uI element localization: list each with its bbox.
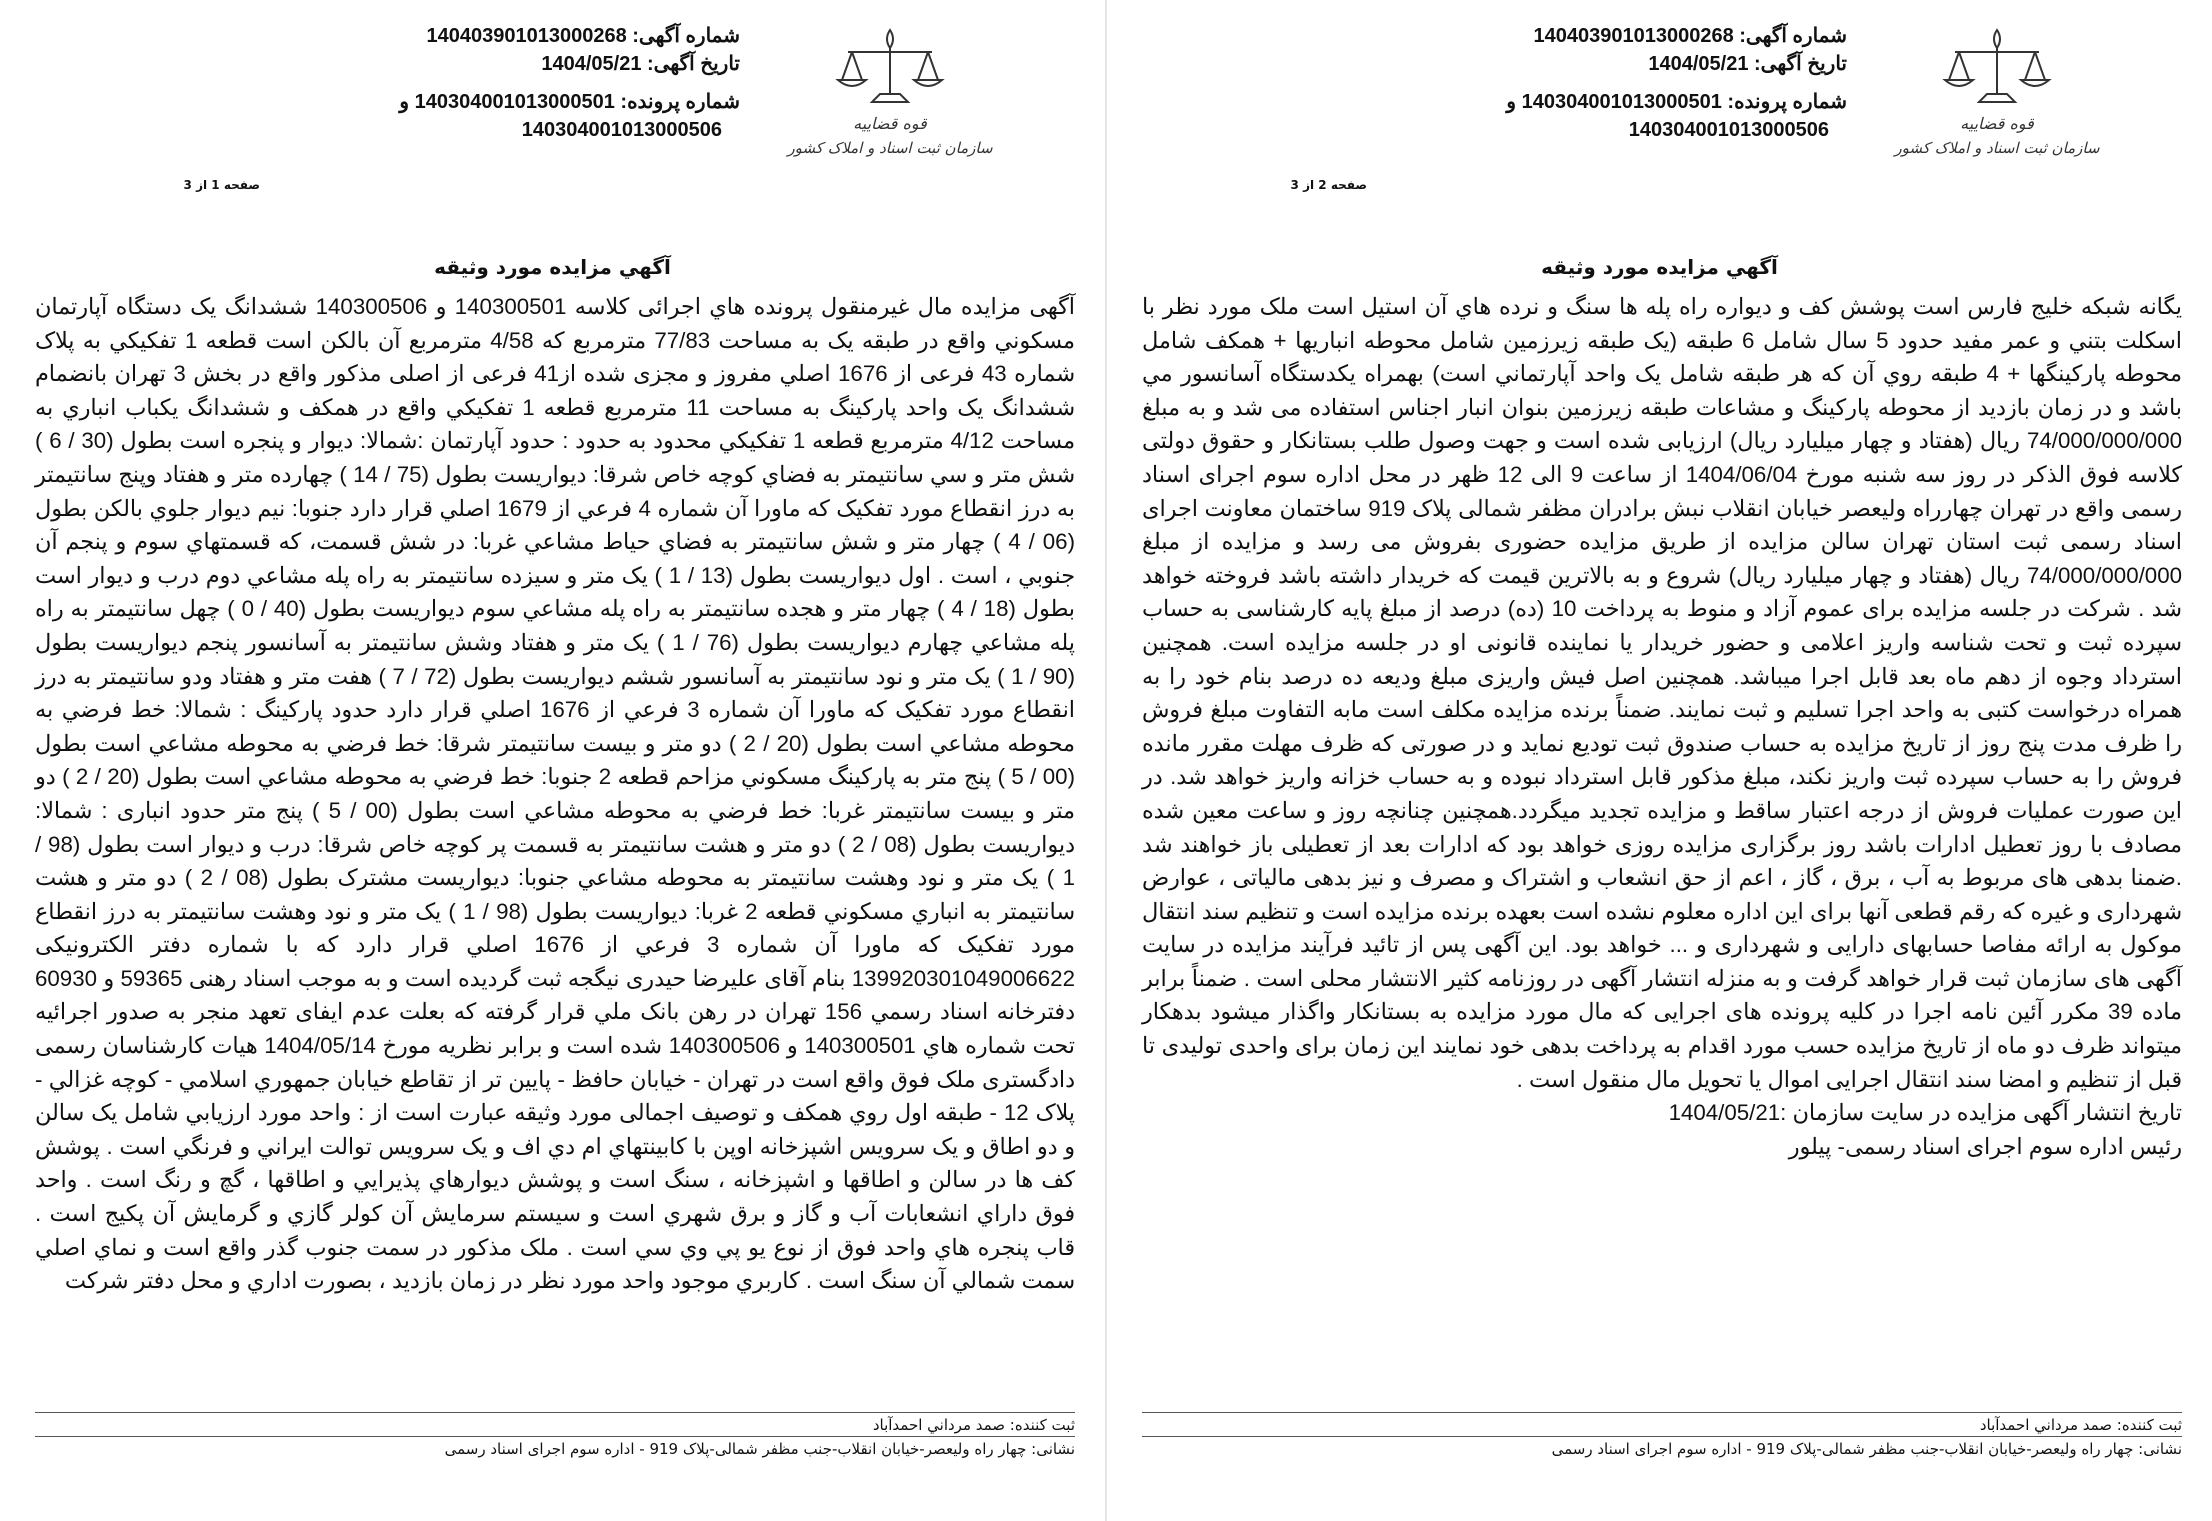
ad-number: 140403901013000268 (1533, 25, 1734, 47)
office-address: نشانی: چهار راه ولیعصر-خیابان انقلاب-جنب مظفر شمالی-پلاک 919 - اداره سوم اجرای اسناد رسمی (1551, 1440, 2182, 1458)
page-2 (1107, 0, 2212, 1521)
notice-body-text: يگانه شبکه خليج فارس است پوشش کف و ديواره راه پله ها سنگ و نرده هاي آن استيل است ملک مورد نظر با اسکلت بتني و عمر مفيد حدود 5 سال شامل 6 طبقه (يک طبقه زيرزمين شامل محوطه انباريها + همکف شامل محوطه پارکينگها + 4 طبقه روي آن که هر طبقه شامل يک واحد آپارتماني است) بهمراه يکدستگاه آسانسور مي باشد و در زمان بازديد از محوطه پارکينگ و مشاعات طبقه زيرزمين بنوان انبار اجناس استفاده می شد و به مبلغ 74/000/000/000 ریال (هفتاد و چهار میلیارد ریال) ارزیابی شده است و جهت وصول طلب بستانکار و حقوق دولتی کلاسه فوق الذکر در روز سه شنبه مورخ 1404/06/04 از ساعت 9 الی 12 ظهر در محل اداره سوم اجرای اسناد رسمی واقع در تهران چهارراه ولیعصر خیابان انقلاب نبش برادران مظفر شمالی پلاک 919 ساختمان معاونت اجرای اسناد رسمی ثبت استان تهران سالن مزایده از طریق مزایده حضوری بفروش می رسد و مزایده از مبلغ 74/000/000/000 ریال (هفتاد و چهار میلیارد ریال) شروع و به بالاترین قیمت که خریدار داشته باشد فروخته خواهد شد . شرکت در جلسه مزایده برای عموم آزاد و منوط به پرداخت 10 (ده) درصد از مبلغ پایه کارشناسی به حساب سپرده ثبت و تحت شناسه واریز اعلامی و حضور خریدار یا نماینده قانونی او در جلسه مزایده است. همچنین استرداد وجوه از دهم ماه بعد قابل اجرا میباشد. همچنین اصل فیش واریزی مبلغ ودیعه ده درصد بنام خود را به همراه درخواست کتبی به واحد اجرا تسلیم و ثبت نمایند. ضمناً برنده مزایده مکلف است مابه التفاوت مبلغ فروش را ظرف مدت پنج روز از تاریخ مزایده به حساب صندوق ثبت تودیع نماید و در صورتی که ظرف مهلت مقرر مانده فروش را به حساب سپرده ثبت واریز نکند، مبلغ مذکور قابل استرداد نبوده و به حساب خزانه واریز خواهد شد. در این صورت عملیات فروش از درجه اعتبار ساقط و مزایده تجدید میگردد.همچنین چنانچه روز و ساعت معین شده مصادف با روز تعطیل ادارات باشد روز برگزاری مزایده روزی خواهد بود که ادارات بعد از تعطیلی باز خواهند شد .ضمنا بدهی های مربوط به آب ، برق ، گاز ، اعم از حق انشعاب و اشتراک و مصرف و نیز بدهی مالیاتی ، عوارض شهرداری و غیره که رقم قطعی آنها برای این اداره معلوم نشده است بعهده برنده مزایده است و تنظیم سند انتقال موکول به ارائه مفاصا حسابهای دارایی و شهرداری و ... خواهد بود. این آگهی پس از تائید فرآیند مزایده در سایت آگهی های سازمان ثبت قرار خواهد گرفت و به منزله انتشار آگهی در روزنامه کثیر الانتشار محلی است . ضمناً برابر ماده 39 مکرر آئین نامه اجرا در کلیه پرونده های اجرایی که مال مورد مزایده به بستانکار واگذار میشود بدهکار میتواند ظرف دو ماه از تاریخ مزایده حسب مورد اقدام به پرداخت بدهی خود نمایند این زمان برای واحدی تولیدی تا قبل از تنظیم و امضا سند انتقال اجرایی اموال یا تحویل مال منقول است . (1142, 294, 2183, 1092)
footer-divider-2 (1142, 1436, 2182, 1437)
emblem-caption-judiciary: قوه قضاییه (853, 114, 927, 133)
ad-number: 140403901013000268 (426, 25, 627, 47)
office-address: نشانی: چهار راه ولیعصر-خیابان انقلاب-جنب مظفر شمالی-پلاک 919 - اداره سوم اجرای اسناد رسمی (444, 1440, 1075, 1458)
judiciary-emblem (1892, 22, 2102, 172)
page-number: صفحه 2 از 3 (1290, 178, 1367, 192)
judiciary-emblem (785, 22, 995, 172)
case-number-and: و (399, 91, 410, 113)
ad-number-label: شماره آگهی: (1739, 25, 1847, 47)
case-number-2: 140304001013000506 (521, 119, 722, 141)
footer-divider-2 (35, 1436, 1075, 1437)
page-header (35, 22, 1075, 192)
ad-number-label: شماره آگهی: (632, 25, 740, 47)
notice-body (1142, 290, 2182, 1163)
notice-title: آگهي مزايده مورد وثيقه (1541, 255, 1778, 279)
emblem-caption-registration-org: سازمان ثبت اسناد و املاک کشور (1894, 139, 2100, 157)
notice-title: آگهي مزايده مورد وثيقه (434, 255, 671, 279)
ad-meta (290, 22, 740, 144)
footer-divider (35, 1412, 1075, 1413)
scales-of-justice-icon (820, 22, 960, 112)
ad-date-label: تاریخ آگهی: (647, 53, 740, 75)
scales-of-justice-icon (1927, 22, 2067, 112)
emblem-caption-registration-org: سازمان ثبت اسناد و املاک کشور (787, 139, 993, 157)
footer-divider (1142, 1412, 2182, 1413)
page-number: صفحه 1 از 3 (183, 178, 260, 192)
chief-signature-line: رئیس اداره سوم اجرای اسناد رسمی- پیلور (1788, 1133, 2182, 1159)
registrar-line: ثبت کننده: صمد مرداني احمدآباد (1979, 1416, 2182, 1434)
ad-date-label: تاریخ آگهی: (1754, 53, 1847, 75)
ad-date: 1404/05/21 (1648, 53, 1749, 75)
notice-body (35, 290, 1075, 1298)
ad-meta (1397, 22, 1847, 144)
page-1 (0, 0, 1105, 1521)
case-number-label: شماره پرونده: (620, 91, 740, 113)
page-header (1142, 22, 2182, 192)
case-number-2: 140304001013000506 (1628, 119, 1829, 141)
notice-body-text: آگهی مزایده مال غیرمنقول پرونده هاي اجرائی کلاسه 140300501 و 140300506 ششدانگ يک دستگاه آپارتمان مسکوني واقع در طبقه يک به مساحت 77/83 مترمربع که 4/58 مترمربع آن بالکن است قطعه 1 تفکيکي به پلاک شماره 43 فرعی از 1676 اصلي مفروز و مجزی شده از41 فرعی از اصلی مذکور واقع در بخش 3 تهران بانضمام ششدانگ يک واحد پارکينگ به مساحت 11 مترمربع قطعه 1 تفکيکي واقع در همکف و ششدانگ يکباب انباري به مساحت 4/12 مترمربع قطعه 1 تفکيکي محدود به حدود : حدود آپارتمان :شمالا: ديوار و پنجره است بطول (30 / 6 ) شش متر و سي سانتيمتر به فضاي کوچه خاص شرقا: ديواريست بطول (75 / 14 ) چهارده متر و هفتاد وپنج سانتيمتر به درز انقطاع مورد تفکيک که ماورا آن شماره 4 فرعي از 1679 اصلي قرار دارد جنوبا: نيم ديوار جلوي بالکن بطول (06 / 4 ) چهار متر و شش سانتيمتر به فضاي حياط مشاعي غربا: در شش قسمت، که قسمتهاي سوم و پنجم آن جنوبي ، است . اول ديواريست بطول (13 / 1 ) يک متر و سيزده سانتيمتر به راه پله مشاعي دوم درب و ديوار است بطول (18 / 4 ) چهار متر و هجده سانتيمتر به راه پله مشاعي سوم ديواريست بطول (40 / 0 ) چهل سانتيمتر به راه پله مشاعي چهارم ديواريست بطول (76 / 1 ) يک متر و هفتاد وشش سانتيمتر به آسانسور پنجم ديواريست بطول (90 / 1 ) يک متر و نود سانتيمتر به آسانسور ششم ديواريست بطول (72 / 7 ) هفت متر و هفتاد ودو سانتيمتر به درز انقطاع مورد تفکيک که ماورا آن شماره 3 فرعي از 1676 اصلي قرار دارد حدود پارکينگ : شمالا: خط فرضي به محوطه مشاعي است بطول (20 / 2 ) دو متر و بيست سانتيمتر شرقا: خط فرضي به محوطه مشاعي است بطول (00 / 5 ) پنج متر به پارکينگ مسکوني مزاحم قطعه 2 جنوبا: خط فرضي به محوطه مشاعي است بطول (20 / 2 ) دو متر و بيست سانتيمتر غربا: خط فرضي به محوطه مشاعي است بطول (00 / 5 ) پنج متر حدود انباری : شمالا: ديواريست بطول (08 / 2 ) دو متر و هشت سانتيمتر به قسمت پر کوچه خاص شرقا: درب و ديوار است بطول (98 / 1 ) يک متر و نود وهشت سانتيمتر به محوطه مشاعي جنوبا: ديواريست مشترک بطول (08 / 2 ) دو متر و هشت سانتيمتر به انباري مسکوني قطعه 2 غربا: ديواريست بطول (98 / 1 ) يک متر و نود وهشت سانتيمتر به درز انقطاع مورد تفکيک که ماورا آن شماره 3 فرعي از 1676 اصلي قرار دارد که با شماره دفتر الکترونیکی 139920301049006622 بنام آقای علیرضا حیدری نیگجه ثبت گردیده است و به موجب اسناد رهنی 59365 و 60930 دفترخانه اسناد رسمي 156 تهران در رهن بانک ملي قرار گرفته که بعلت عدم ایفای تعهد منجر به صدور اجرائیه تحت شماره هاي 140300501 و 140300506 شده است و برابر نظريه مورخ 1404/05/14 هيات کارشناسان رسمی دادگستری ملک فوق واقع است در تهران - خیابان حافظ - پایین تر از تقاطع خيابان جمهوري اسلامي - کوچه غزالي - پلاک 12 - طبقه اول روي همکف و توصيف اجمالی مورد وثیقه عبارت است از : واحد مورد ارزيابي شامل يک سالن و دو اطاق و يک سرويس اشپزخانه اوپن با کابينتهاي ام دي اف و يک سرويس توالت ايراني و فرنگي است . پوشش کف ها در سالن و اطاقها و اشپزخانه ، سنگ است و پوشش ديوارهاي پذيرايي و اطاقها ، گچ و رنگ است . واحد فوق داراي انشعابات آب و گاز و برق شهري است و سيستم سرمايش آن کولر گازي و گرمايش آن پکيج است . قاب پنجره هاي واحد فوق از نوع يو پي وي سي است . ملک مذکور در سمت جنوب گذر واقع است و نماي اصلي سمت شمالي آن سنگ است . کاربري موجود واحد مورد نظر در زمان بازديد ، بصورت اداري و محل دفتر شرکت (35, 294, 1076, 1294)
case-number-1: 140304001013000501 (414, 91, 615, 113)
case-number-label: شماره پرونده: (1727, 91, 1847, 113)
registrar-line: ثبت کننده: صمد مرداني احمدآباد (872, 1416, 1075, 1434)
emblem-caption-judiciary: قوه قضاییه (1960, 114, 2034, 133)
publish-date-line: تاریخ انتشار آگهی مزایده در سایت سازمان :1404/05/21 (1668, 1100, 2182, 1126)
case-number-1: 140304001013000501 (1521, 91, 1722, 113)
case-number-and: و (1506, 91, 1517, 113)
ad-date: 1404/05/21 (541, 53, 642, 75)
